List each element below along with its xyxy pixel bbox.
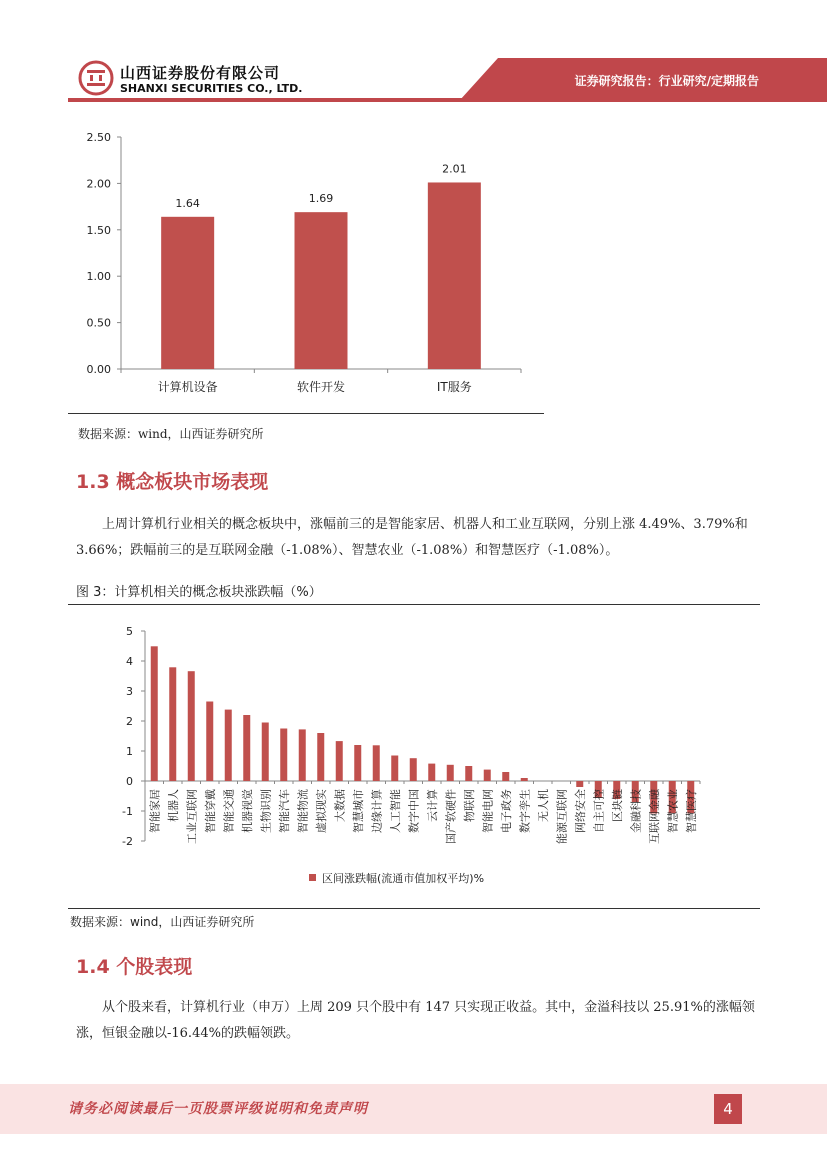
x-tick-label: 智慧城市 [351, 789, 365, 833]
x-tick-label: 智能交通 [222, 789, 236, 833]
x-tick-label: 机器视觉 [240, 789, 254, 833]
x-tick-label: 能源互联网 [555, 789, 569, 844]
bar [391, 756, 398, 782]
chart1-bottom-rule [68, 413, 544, 414]
x-tick-label: 金融科技 [629, 789, 643, 833]
industry-bar-chart [66, 124, 546, 409]
x-tick-label: 国产软硬件 [444, 789, 458, 844]
bar [317, 733, 324, 781]
bar [576, 781, 583, 787]
x-tick-label: 大数据 [333, 789, 347, 822]
x-tick-label: 自主可控 [592, 789, 606, 833]
y-tick-label: 2 [126, 715, 133, 728]
report-tag: 证券研究报告：行业研究/定期报告 [574, 74, 759, 88]
bar [295, 212, 348, 369]
section-1-3-paragraph: 上周计算机行业相关的概念板块中，涨幅前三的是智能家居、机器人和工业互联网，分别上涨 4.49%、3.79%和 3.66%；跌幅前三的是互联网金融（-1.08%）、智慧农业（-1.08%）和智慧医疗（-1.08%）。 [76, 517, 748, 558]
x-tick-label: 智能家居 [148, 789, 162, 833]
figure-3-bottom-rule [68, 908, 760, 909]
bar-value-label: 1.64 [175, 196, 200, 210]
y-tick-label: -1 [122, 805, 133, 818]
x-tick-label: 互联网金融 [647, 789, 661, 844]
bar [206, 702, 213, 782]
bar [502, 772, 509, 781]
y-tick-label: 2.50 [86, 131, 111, 144]
x-tick-label: 计算机设备 [157, 380, 218, 394]
section-1-4-title: 1.4 个股表现 [76, 956, 193, 978]
x-tick-label: 智慧医疗 [684, 789, 698, 833]
bar [410, 758, 417, 781]
legend-label: 区间涨跌幅(流通市值加权平均)% [322, 872, 485, 885]
bar [188, 671, 195, 781]
y-tick-label: 1 [126, 745, 133, 758]
x-tick-label: 软件开发 [296, 380, 346, 394]
bar [428, 182, 481, 369]
bar [465, 766, 472, 781]
x-tick-label: 数字孪生 [518, 789, 532, 833]
page-header [0, 0, 827, 110]
y-tick-label: 5 [126, 625, 133, 638]
figure-3-title: 图 3：计算机相关的概念板块涨跌幅（%） [76, 585, 322, 600]
y-tick-label: 0 [126, 775, 133, 788]
data-source-2: 数据来源：wind，山西证券研究所 [70, 915, 255, 929]
x-tick-label: 智能穿戴 [203, 789, 217, 833]
bar [336, 741, 343, 781]
bar [299, 729, 306, 781]
bar [280, 729, 287, 782]
section-1-3-title: 1.3 概念板块市场表现 [76, 471, 269, 493]
legend-swatch [309, 874, 316, 881]
x-tick-label: 数字中国 [407, 789, 421, 833]
page-footer [0, 1084, 827, 1134]
y-tick-label: 1.50 [86, 223, 111, 237]
y-tick-label: 1.00 [86, 270, 111, 284]
x-tick-label: 网络安全 [573, 789, 587, 833]
x-tick-label: 无人机 [536, 789, 550, 822]
bar [354, 745, 361, 781]
company-logo-icon [78, 60, 114, 96]
x-tick-label: 人工智能 [388, 789, 402, 833]
bar [373, 745, 380, 781]
bar [262, 723, 269, 782]
bar-value-label: 1.69 [308, 192, 334, 206]
bar [484, 770, 491, 781]
data-source-1: 数据来源：wind，山西证券研究所 [78, 427, 264, 441]
x-tick-label: 工业互联网 [185, 789, 199, 844]
x-tick-label: 机器人 [166, 789, 180, 822]
x-tick-label: 电子政务 [499, 789, 513, 833]
bar [151, 646, 158, 781]
company-name-cn: 山西证券股份有限公司 [120, 64, 281, 82]
x-tick-label: 生物识别 [259, 789, 273, 833]
x-tick-label: 区块链 [610, 789, 624, 822]
x-tick-label: 物联网 [462, 789, 476, 822]
bar-value-label: 2.01 [442, 162, 467, 176]
bar [243, 715, 250, 781]
x-tick-label: IT服务 [436, 380, 472, 394]
y-tick-label: 2.00 [86, 177, 111, 191]
bar [225, 710, 232, 781]
bar [169, 667, 176, 781]
x-tick-label: 智能电网 [481, 789, 495, 833]
y-tick-label: 3 [126, 685, 133, 698]
y-tick-label: 4 [126, 655, 133, 668]
x-tick-label: 智慧农业 [666, 789, 680, 833]
figure-3-top-rule [68, 604, 760, 605]
company-name-en: SHANXI SECURITIES CO., LTD. [120, 82, 303, 95]
bar [161, 217, 214, 369]
page-number: 4 [714, 1094, 742, 1124]
bar [447, 765, 454, 781]
y-tick-label: 0.00 [86, 363, 111, 376]
x-tick-label: 边缘计算 [370, 789, 384, 833]
section-1-4-paragraph: 从个股来看，计算机行业（申万）上周 209 只个股中有 147 只实现正收益。其中，金溢科技以 25.91%的涨幅领涨，恒银金融以-16.44%的跌幅领跌。 [76, 1000, 755, 1041]
x-tick-label: 云计算 [425, 789, 439, 822]
disclaimer-link[interactable]: 请务必阅读最后一页股票评级说明和免责声明 [68, 1101, 368, 1117]
x-tick-label: 虚拟现实 [314, 789, 328, 833]
bar [428, 764, 435, 781]
x-tick-label: 智能汽车 [277, 789, 291, 833]
concept-sector-bar-chart [66, 610, 766, 910]
y-tick-label: 0.50 [86, 316, 111, 330]
bar [521, 778, 528, 781]
y-tick-label: -2 [122, 835, 133, 848]
x-tick-label: 智能物流 [296, 789, 310, 833]
